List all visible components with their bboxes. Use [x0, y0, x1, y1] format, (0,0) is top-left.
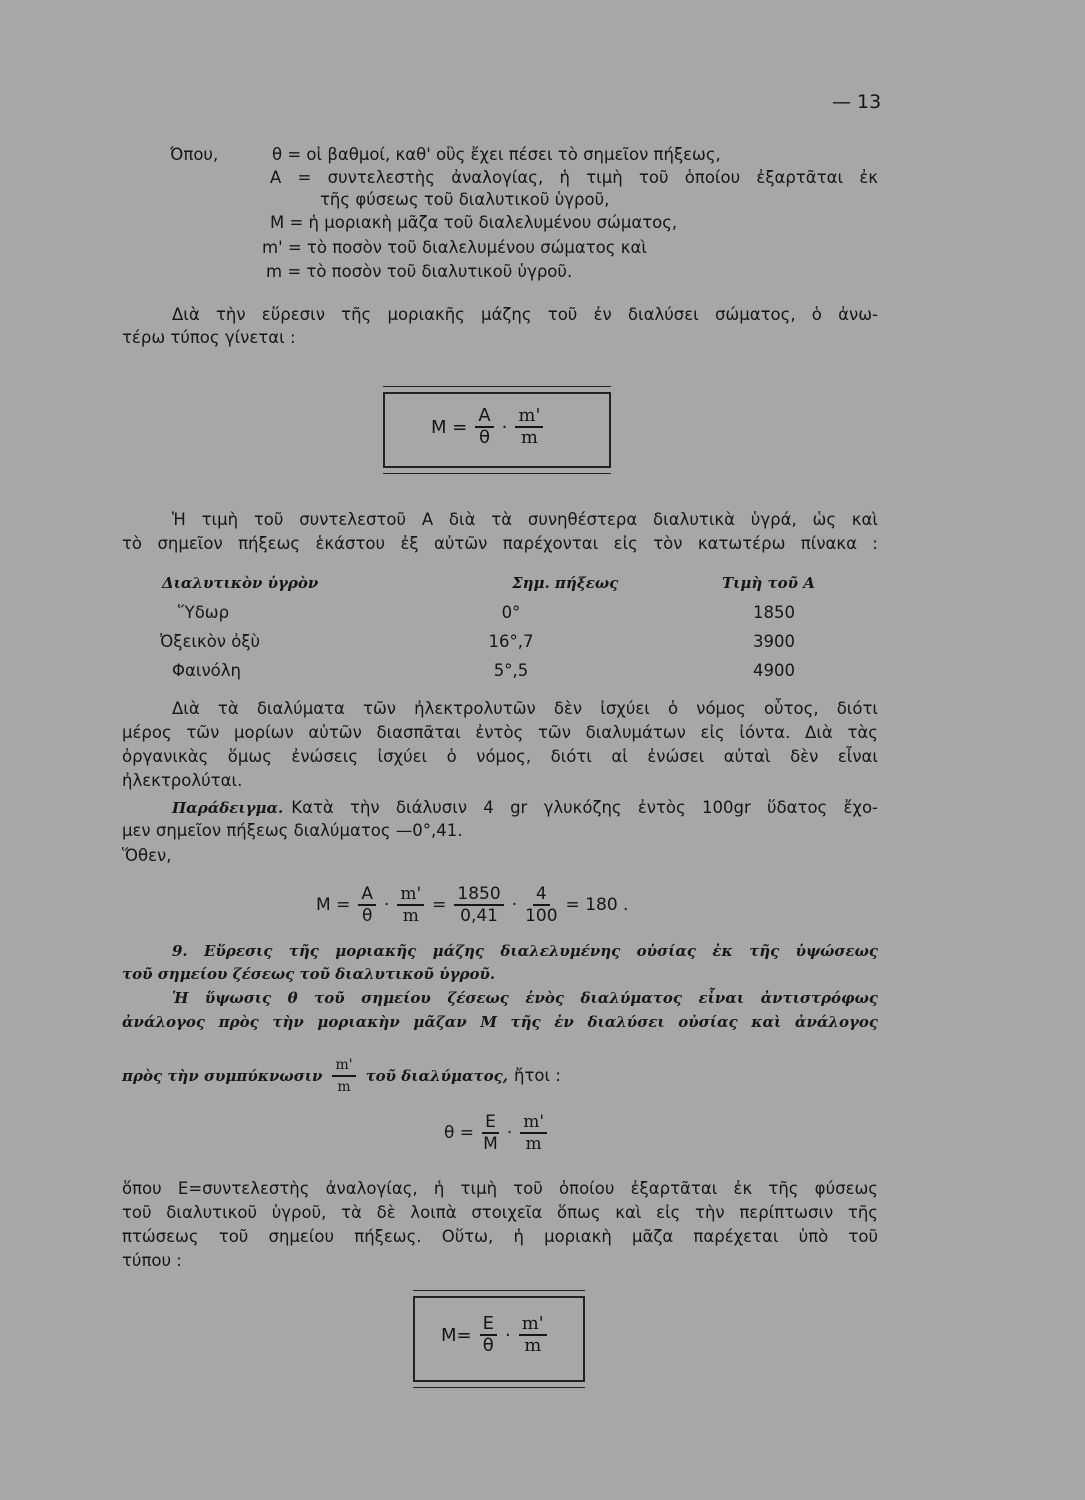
- section-9-line: [122, 1055, 561, 1097]
- numerator: m': [332, 1055, 355, 1077]
- denominator: M: [483, 1134, 498, 1154]
- formula-lhs: M =: [316, 895, 351, 915]
- numerator: A: [475, 406, 493, 428]
- table-cell: 0°: [501, 603, 521, 622]
- paragraph-text: τοῦ διαλυτικοῦ ὑγροῦ, τὰ δὲ λοιπὰ στοιχεῖα ὅπως καὶ εἰς τὴν περίπτωσιν τῆς: [122, 1203, 878, 1222]
- denominator: m: [402, 906, 419, 926]
- formula-box-2: M= $\frac{E}{\theta}$ · $\frac{m'}{m}$: [413, 1296, 585, 1382]
- numerator: m': [520, 1112, 547, 1134]
- definition-theta: θ = οἱ βαθμοί, καθ' οὓς ἔχει πέσει τὸ σημεῖον πήξεως,: [272, 145, 721, 164]
- numerator: E: [480, 1314, 497, 1336]
- definition-m-small: m = τὸ ποσὸν τοῦ διαλυτικοῦ ὑγροῦ.: [266, 262, 573, 281]
- table-cell: 16°,7: [488, 632, 534, 651]
- section-9-text: τοῦ διαλύματος,: [365, 1067, 508, 1085]
- paragraph-text: τὸ σημεῖον πήξεως ἑκάστου ἐξ αὐτῶν παρέχονται εἰς τὸν κατωτέρω πίνακα :: [122, 534, 878, 553]
- table-cell: 5°,5: [493, 661, 529, 680]
- denominator: 100: [525, 906, 558, 926]
- example-hence: Ὅθεν,: [122, 846, 172, 865]
- paragraph-text: μέρος τῶν μορίων αὐτῶν διασπᾶται ἐντὸς τῶν διαλυμάτων εἰς ἰόντα. Διὰ τὰς: [122, 723, 878, 742]
- denominator: m: [524, 1335, 542, 1356]
- table-header: Τιμὴ τοῦ Α: [722, 574, 815, 592]
- denominator: θ: [361, 906, 373, 926]
- paragraph-text: ὀργανικὰς ὅμως ἐνώσεις ἰσχύει ὁ νόμος, διότι αἱ ἐνώσει αὐταὶ δὲν εἶναι: [122, 747, 878, 766]
- definitions-intro: Όπου,: [170, 145, 219, 164]
- definition-m-prime: m' = τὸ ποσὸν τοῦ διαλελυμένου σώματος καὶ: [262, 238, 647, 257]
- equals: =: [432, 895, 447, 915]
- paragraph-text: Διὰ τὴν εὕρεσιν τῆς μοριακῆς μάζης τοῦ ἐν διαλύσει σώματος, ὁ ἀνω-: [172, 305, 878, 324]
- definition-m: Μ = ἡ μοριακὴ μᾶζα τοῦ διαλελυμένου σώματος,: [270, 213, 678, 232]
- denominator: θ: [479, 427, 491, 448]
- page-number: — 13: [832, 91, 882, 113]
- formula-lhs: M=: [441, 1324, 472, 1346]
- section-9-title: 9. Εὕρεσις τῆς μοριακῆς μάζης διαλελυμένης οὐσίας ἐκ τῆς ὑψώσεως: [172, 942, 878, 960]
- numerator: A: [358, 884, 376, 906]
- formula-boiling: θ = $\frac{E}{M}$ · $\frac{m'}{m}$: [440, 1112, 551, 1154]
- dot: ·: [501, 416, 508, 438]
- section-9-title-cont: τοῦ σημείου ζέσεως τοῦ διαλυτικοῦ ὑγροῦ.: [122, 965, 496, 983]
- table-cell: 4900: [753, 661, 795, 680]
- paragraph-text: τέρω τύπος γίνεται :: [122, 328, 296, 347]
- table-cell: Ὀξεικὸν ὀξὺ: [160, 632, 261, 651]
- denominator: θ: [482, 1335, 494, 1356]
- denominator: m: [525, 1134, 542, 1154]
- formula-lhs: θ =: [444, 1123, 475, 1143]
- section-9-text: Ἡ ὕψωσις θ τοῦ σημείου ζέσεως ἑνὸς διαλύματος εἶναι ἀντιστρόφως: [172, 989, 878, 1007]
- formula-example: M = $\frac{A}{\theta}$ · $\frac{m'}{m}$ = $\frac{1850}{0,41}$ · $\frac{4}{100}$ = 180 .: [316, 884, 629, 926]
- definition-a: Α = συντελεστὴς ἀναλογίας, ἡ τιμὴ τοῦ ὁποίου ἐξαρτᾶται ἐκ: [270, 168, 878, 187]
- table-header: Σημ. πήξεως: [512, 574, 619, 592]
- denominator: 0,41: [460, 906, 498, 926]
- paragraph-text: Διὰ τὰ διαλύματα τῶν ἠλεκτρολυτῶν δὲν ἰσχύει ὁ νόμος οὗτος, διότι: [172, 699, 878, 718]
- table-cell: Ὕδωρ: [178, 603, 230, 622]
- section-9-text: ἀνάλογος πρὸς τὴν μοριακὴν μᾶζαν Μ τῆς ἐν διαλύσει οὐσίας καὶ ἀνάλογος: [122, 1013, 878, 1031]
- denominator: m: [337, 1079, 351, 1095]
- numerator: 1850: [454, 884, 503, 906]
- example-label: Παράδειγμα.: [172, 799, 284, 817]
- paragraph-text: τύπου :: [122, 1251, 182, 1270]
- section-9-text: πρὸς τὴν συμπύκνωσιν: [122, 1067, 323, 1085]
- paragraph-text: ὅπου Ε=συντελεστὴς ἀναλογίας, ἡ τιμὴ τοῦ ὁποίου ἐξαρτᾶται ἐκ τῆς φύσεως: [122, 1179, 878, 1198]
- numerator: m': [519, 1314, 547, 1336]
- result: = 180 .: [565, 895, 629, 915]
- paragraph-text: Ἡ τιμὴ τοῦ συντελεστοῦ Α διὰ τὰ συνηθέστερα διαλυτικὰ ὑγρά, ὡς καὶ: [172, 510, 878, 529]
- table-cell: 3900: [753, 632, 795, 651]
- table-cell: Φαινόλη: [172, 661, 241, 680]
- numerator: 4: [533, 884, 550, 906]
- numerator: m': [515, 406, 543, 428]
- table-cell: 1850: [753, 603, 795, 622]
- definition-a-cont: τῆς φύσεως τοῦ διαλυτικοῦ ὑγροῦ,: [320, 190, 610, 209]
- example-text: μεν σημεῖον πήξεως διαλύματος —0°,41.: [122, 821, 463, 840]
- paragraph-text: ἠλεκτρολύται.: [122, 771, 243, 790]
- example-line: [172, 798, 878, 818]
- formula-box-1: [383, 392, 611, 468]
- example-text: Κατὰ τὴν διάλυσιν 4 gr γλυκόζης ἐντὸς 100gr ὕδατος ἔχο-: [291, 798, 878, 817]
- table-header: Διαλυτικὸν ὑγρὸν: [162, 574, 319, 592]
- section-9-text: ἤτοι :: [514, 1066, 561, 1085]
- numerator: m': [397, 884, 424, 906]
- numerator: E: [482, 1112, 499, 1134]
- denominator: m: [520, 427, 538, 448]
- formula-lhs: M =: [431, 416, 468, 438]
- paragraph-text: πτώσεως τοῦ σημείου πήξεως. Οὕτω, ἡ μοριακὴ μᾶζα παρέχεται ὑπὸ τοῦ: [122, 1227, 878, 1246]
